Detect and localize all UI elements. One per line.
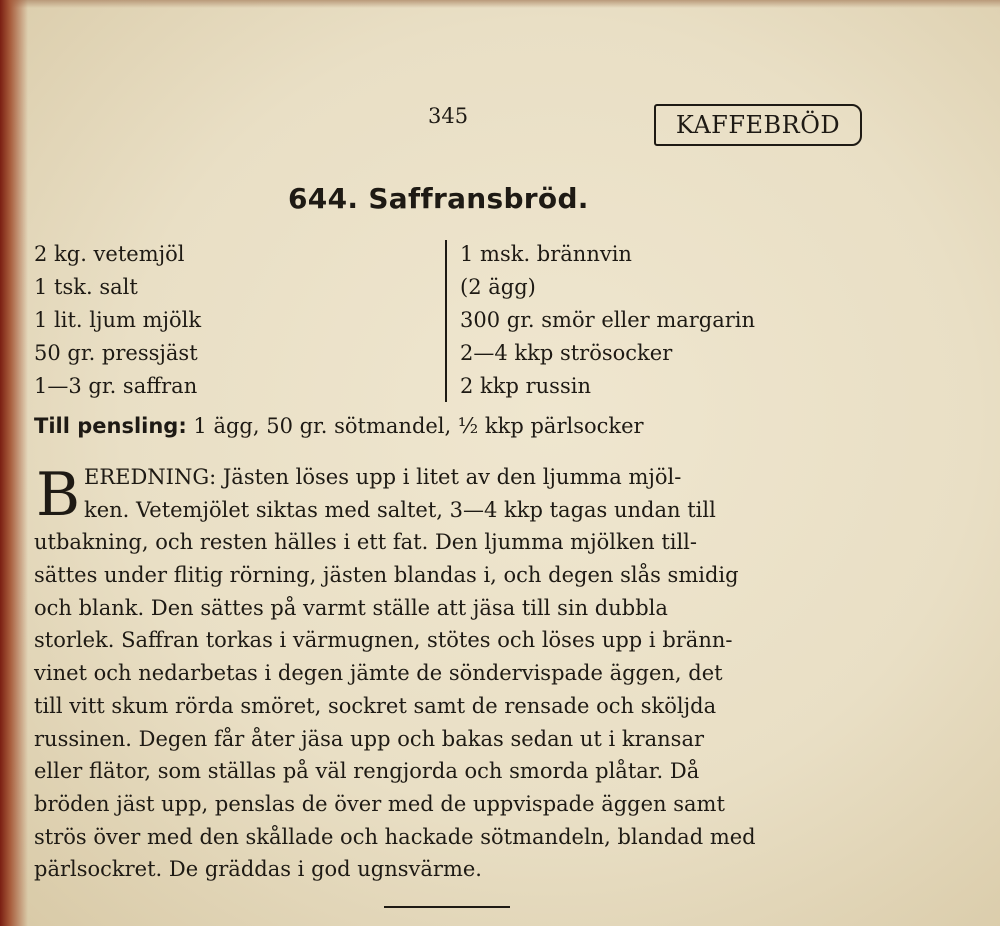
ingredient-item: 2 kg. vetemjöl [34,242,185,266]
section-label-box [654,104,862,146]
method-line: EREDNING: Jästen löses upp i litet av den ljumma mjöl- [84,465,682,489]
method-line: storlek. Saffran torkas i värmugnen, stötes och löses upp i bränn- [34,628,733,653]
method-line: utbakning, och resten hälles i ett fat. Den ljumma mjölken till- [34,530,697,555]
drop-cap: B [36,460,81,530]
ingredient-item: 1 lit. ljum mjölk [34,308,202,332]
glaze-text: 1 ägg, 50 gr. sötmandel, ½ kkp pärlsocker [186,414,644,438]
method-line: russinen. Degen får åter jäsa upp och bakas sedan ut i kransar [34,726,705,751]
page-number: 345 [428,104,469,128]
method-line: till vitt skum rörda smöret, sockret samt de rensade och sköljda [34,693,717,718]
ingredient-item: 2—4 kkp strösocker [460,341,673,365]
section-end-rule [384,906,510,908]
section-label: KAFFEBRÖD [675,111,841,139]
ingredients-left-column [34,238,201,403]
method-line: eller flätor, som ställas på väl rengjorda och smorda plåtar. Då [34,759,700,784]
ingredient-item: 1 msk. brännvin [460,242,632,266]
ingredient-item: 1—3 gr. saffran [34,374,198,398]
page-top-edge [0,0,1000,8]
method-line: ken. Vetemjölet siktas med saltet, 3—4 kkp tagas undan till [84,497,716,522]
glaze-line [34,414,644,438]
ingredient-item: 1 tsk. salt [34,275,138,299]
method-line: strös över med den skållade och hackade sötmandeln, blandad med [34,824,756,849]
method-line: sättes under flitig rörning, jästen blandas i, och degen slås smidig [34,563,739,588]
recipe-title: 644. Saffransbröd. [288,182,589,215]
ingredient-item: (2 ägg) [460,275,536,299]
book-spine-edge [0,0,28,926]
method-line: bröden jäst upp, penslas de över med de uppvispade äggen samt [34,791,725,816]
method-line: och blank. Den sättes på varmt ställe att jäsa till sin dubbla [34,595,668,620]
ingredient-item: 2 kkp russin [460,374,591,398]
method-line: vinet och nedarbetas i degen jämte de söndervispade äggen, det [34,661,723,686]
ingredient-item: 300 gr. smör eller margarin [460,308,756,332]
ingredients-divider [445,240,447,402]
ingredients-right-column [460,238,755,403]
method-line: pärlsockret. De gräddas i god ugnsvärme. [34,857,482,882]
ingredient-item: 50 gr. pressjäst [34,341,198,365]
method-paragraph [34,461,874,886]
glaze-label: Till pensling: [34,414,187,438]
